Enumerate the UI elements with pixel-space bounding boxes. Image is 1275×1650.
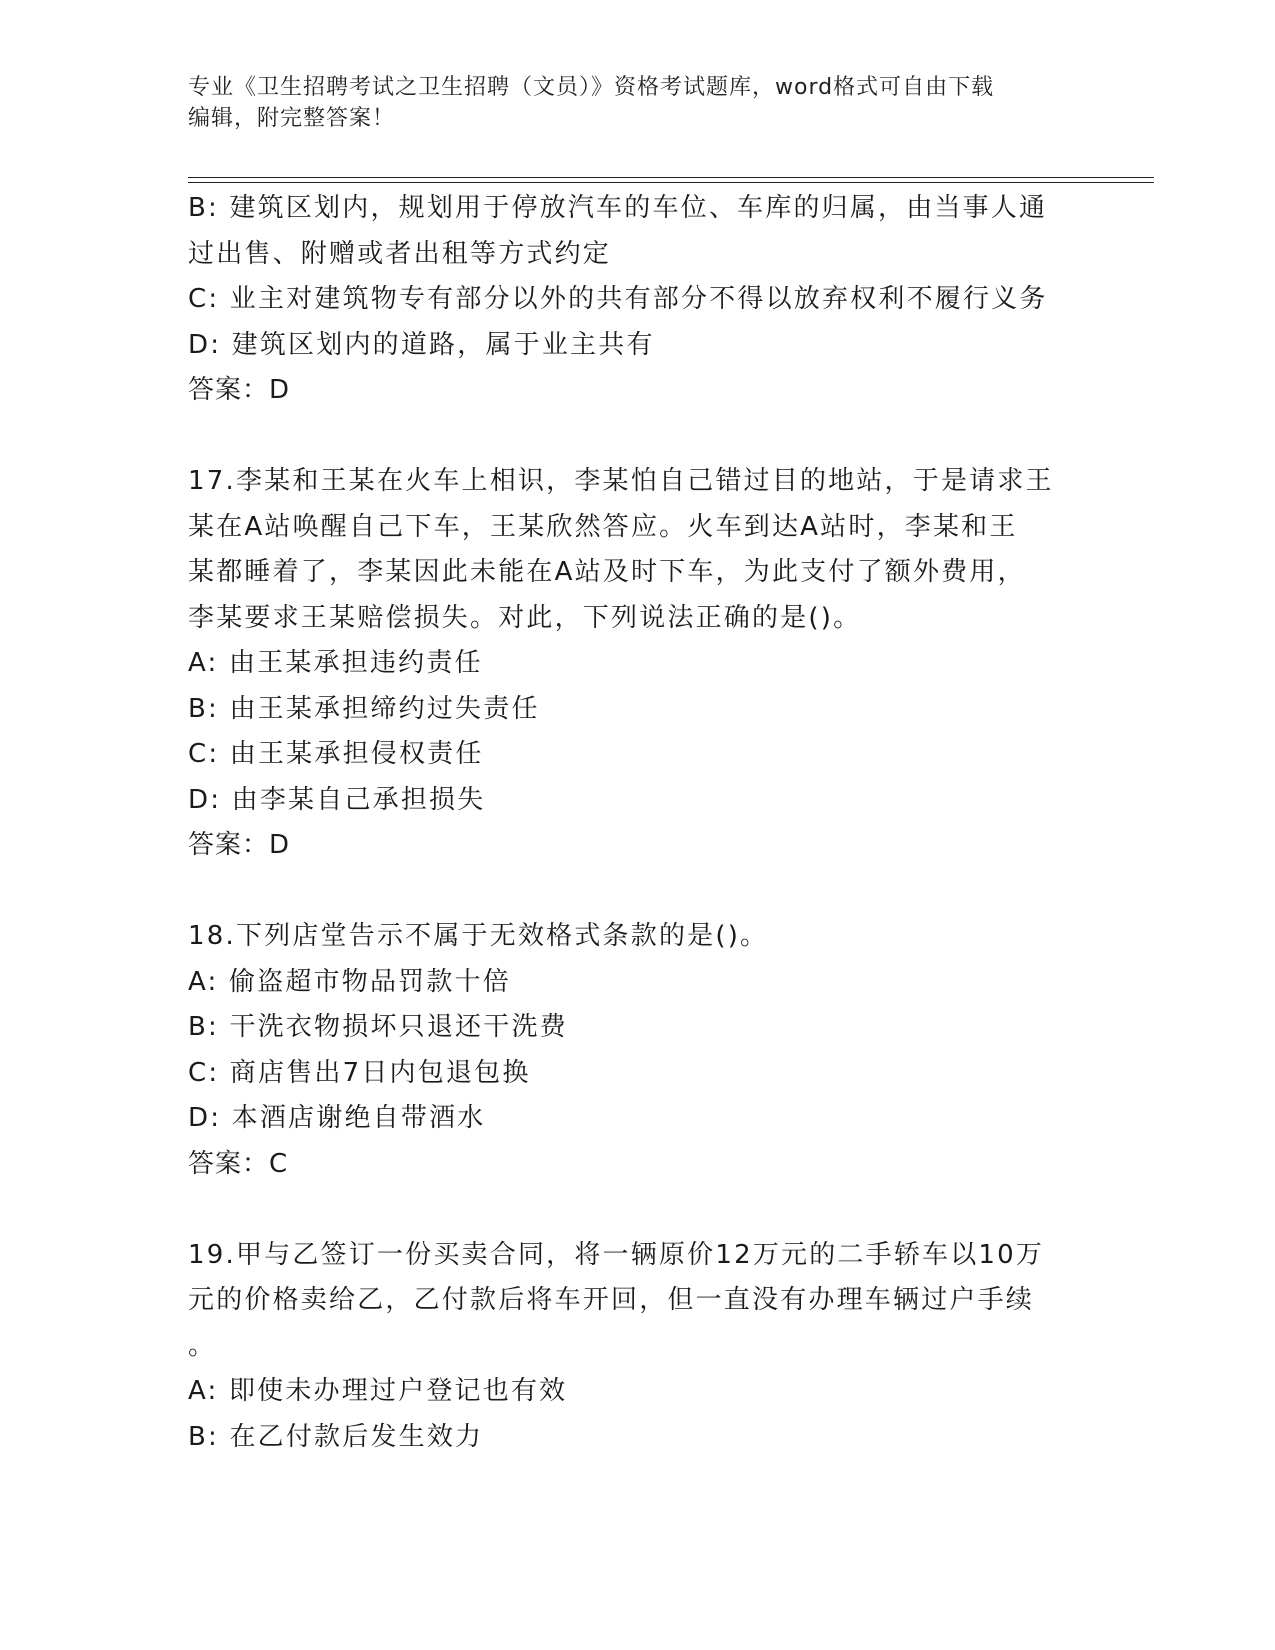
question-16: [188, 186, 1088, 414]
q19-option-b: B: 在乙付款后发生效力: [188, 1421, 484, 1452]
q19-stem-line-1: 19.甲与乙签订一份买卖合同，将一辆原价12万元的二手轿车以10万: [188, 1239, 1045, 1270]
spacer: [188, 1187, 1088, 1233]
spacer: [188, 869, 1088, 915]
header-line-2: 编辑，附完整答案！: [188, 106, 396, 131]
document-header: [188, 72, 1068, 134]
q19-stem-line-2: 元的价格卖给乙，乙付款后将车开回，但一直没有办理车辆过户手续: [188, 1285, 1035, 1315]
q17-option-b: B: 由王某承担缔约过失责任: [188, 693, 540, 724]
q17-option-a: A: 由王某承担违约责任: [188, 648, 483, 678]
q16-option-d: D: 建筑区划内的道路，属于业主共有: [188, 329, 655, 360]
q17-answer: 答案：D: [188, 830, 291, 860]
q17-stem-line-3: 某都睡着了，李某因此未能在A站及时下车，为此支付了额外费用，: [188, 557, 1026, 587]
header-rule-bottom: [188, 182, 1154, 183]
q17-option-d: D: 由李某自己承担损失: [188, 784, 486, 815]
q19-option-a: A: 即使未办理过户登记也有效: [188, 1376, 568, 1406]
q18-answer: 答案：C: [188, 1148, 289, 1179]
q18-option-c: C: 商店售出7日内包退包换: [188, 1057, 531, 1088]
header-rule-top: [188, 177, 1154, 178]
question-19: [188, 1233, 1088, 1461]
header-line-1: 专业《卫生招聘考试之卫生招聘（文员）》资格考试题库，word格式可自由下载: [188, 75, 995, 100]
spacer: [188, 414, 1088, 460]
q17-stem-line-4: 李某要求王某赔偿损失。对此，下列说法正确的是()。: [188, 602, 862, 633]
q16-answer: 答案：D: [188, 375, 291, 405]
q17-stem-line-2: 某在A站唤醒自己下车，王某欣然答应。火车到达A站时，李某和王: [188, 511, 1018, 542]
q17-stem-line-1: 17.李某和王某在火车上相识，李某怕自己错过目的地站，于是请求王: [188, 466, 1054, 496]
q18-option-d: D: 本酒店谢绝自带酒水: [188, 1103, 486, 1133]
q18-stem-line-1: 18.下列店堂告示不属于无效格式条款的是()。: [188, 921, 769, 951]
q18-option-a: A: 偷盗超市物品罚款十倍: [188, 966, 511, 997]
q17-option-c: C: 由王某承担侵权责任: [188, 739, 484, 769]
q19-stem-line-3: 。: [188, 1330, 217, 1361]
question-17: [188, 459, 1088, 869]
question-content: [188, 186, 1088, 1460]
q16-option-b-line-2: 过出售、附赠或者出租等方式约定: [188, 238, 612, 269]
q16-option-b-line-1: B: 建筑区划内，规划用于停放汽车的车位、车库的归属，由当事人通: [188, 193, 1048, 223]
q18-option-b: B: 干洗衣物损坏只退还干洗费: [188, 1012, 568, 1042]
q16-option-c: C: 业主对建筑物专有部分以外的共有部分不得以放弃权利不履行义务: [188, 284, 1048, 314]
question-18: [188, 914, 1088, 1187]
